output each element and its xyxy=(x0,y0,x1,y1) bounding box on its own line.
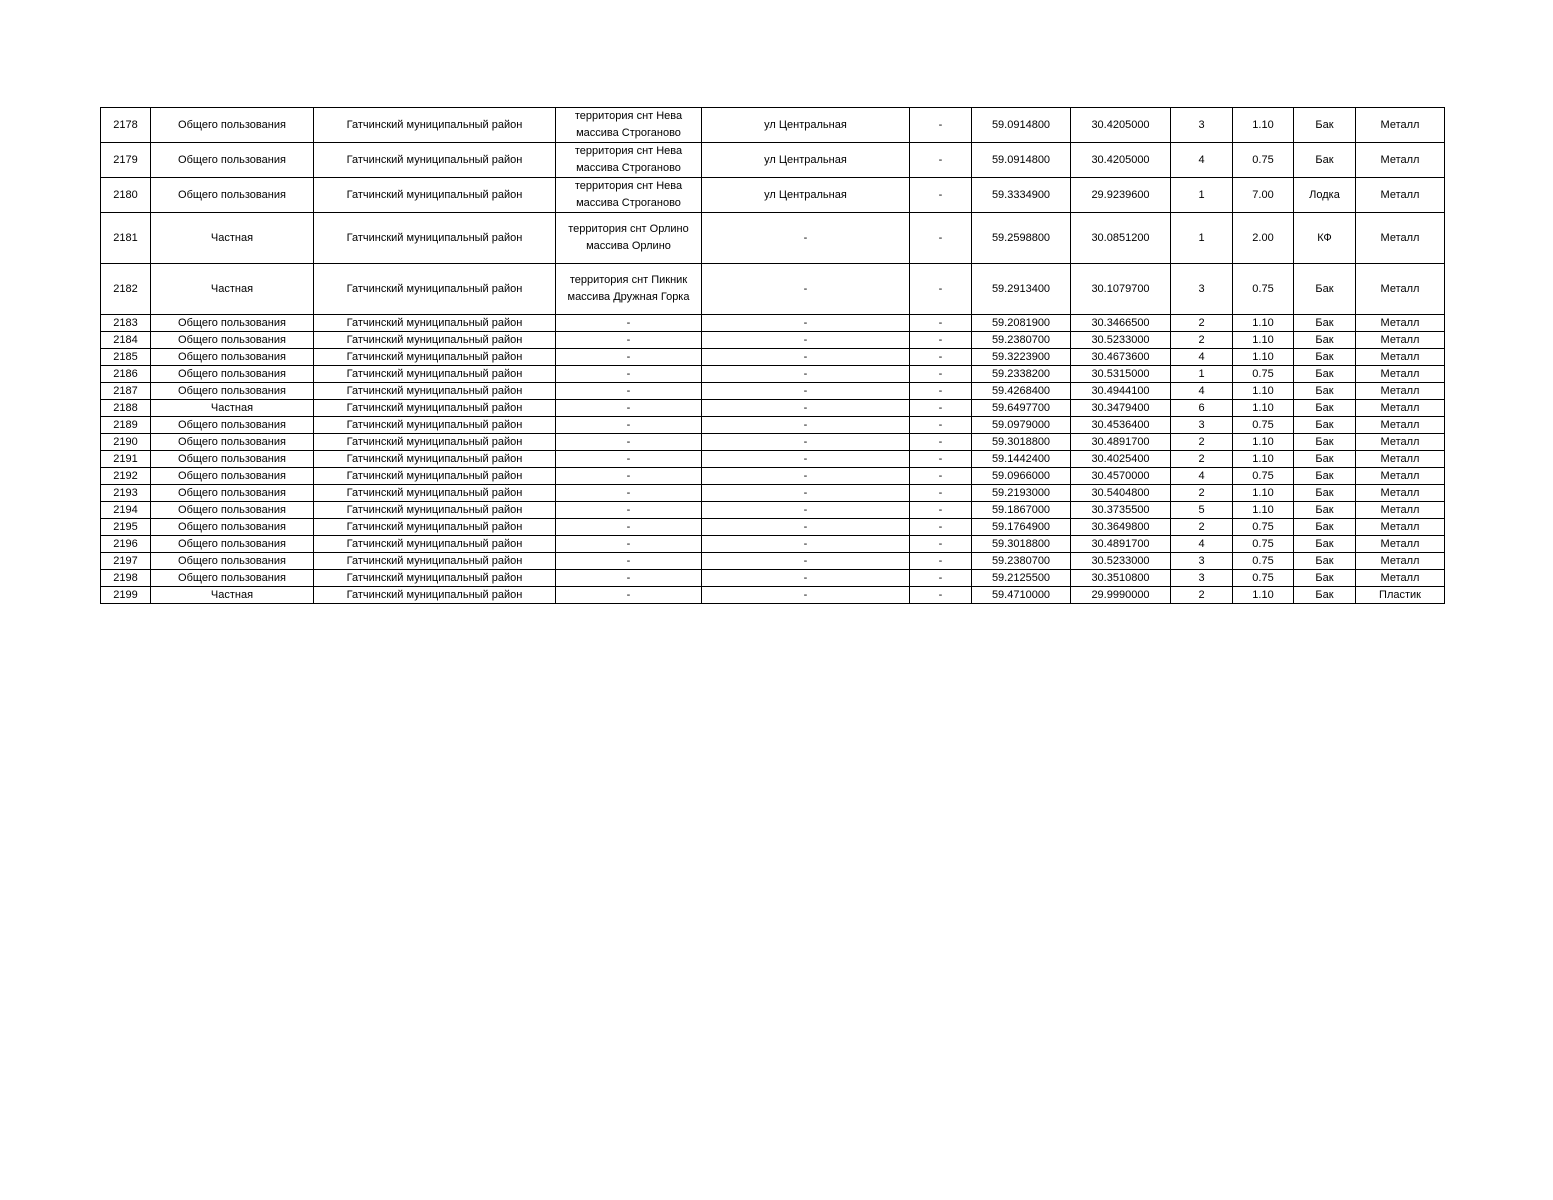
cell-street: ул Центральная xyxy=(702,178,910,213)
cell-lon: 30.4205000 xyxy=(1071,108,1171,143)
cell-id: 2183 xyxy=(101,315,151,332)
cell-lat: 59.2338200 xyxy=(972,366,1071,383)
cell-count: 1 xyxy=(1171,178,1233,213)
cell-street: - xyxy=(702,485,910,502)
cell-house: - xyxy=(910,417,972,434)
cell-district: Гатчинский муниципальный район xyxy=(314,366,556,383)
cell-id: 2178 xyxy=(101,108,151,143)
cell-volume: 1.10 xyxy=(1233,400,1294,417)
cell-container: Бак xyxy=(1294,485,1356,502)
cell-volume: 0.75 xyxy=(1233,553,1294,570)
cell-container: Бак xyxy=(1294,315,1356,332)
cell-house: - xyxy=(910,264,972,315)
cell-territory: - xyxy=(556,383,702,400)
cell-id: 2193 xyxy=(101,485,151,502)
cell-material: Металл xyxy=(1356,400,1445,417)
cell-material: Металл xyxy=(1356,332,1445,349)
cell-lat: 59.2598800 xyxy=(972,213,1071,264)
cell-district: Гатчинский муниципальный район xyxy=(314,108,556,143)
cell-lat: 59.4710000 xyxy=(972,587,1071,604)
table-row xyxy=(101,536,1445,553)
cell-district: Гатчинский муниципальный район xyxy=(314,417,556,434)
cell-id: 2190 xyxy=(101,434,151,451)
cell-territory: - xyxy=(556,400,702,417)
cell-territory: - xyxy=(556,417,702,434)
cell-district: Гатчинский муниципальный район xyxy=(314,178,556,213)
cell-container: Бак xyxy=(1294,502,1356,519)
cell-house: - xyxy=(910,178,972,213)
table-row xyxy=(101,178,1445,213)
cell-territory: - xyxy=(556,468,702,485)
cell-volume: 1.10 xyxy=(1233,485,1294,502)
cell-lat: 59.2913400 xyxy=(972,264,1071,315)
cell-volume: 2.00 xyxy=(1233,213,1294,264)
cell-district: Гатчинский муниципальный район xyxy=(314,213,556,264)
cell-material: Металл xyxy=(1356,264,1445,315)
cell-volume: 1.10 xyxy=(1233,108,1294,143)
cell-district: Гатчинский муниципальный район xyxy=(314,332,556,349)
cell-lat: 59.3223900 xyxy=(972,349,1071,366)
cell-district: Гатчинский муниципальный район xyxy=(314,485,556,502)
cell-type: Общего пользования xyxy=(151,349,314,366)
cell-container: Бак xyxy=(1294,536,1356,553)
cell-container: КФ xyxy=(1294,213,1356,264)
table-body xyxy=(101,108,1445,604)
cell-type: Общего пользования xyxy=(151,383,314,400)
cell-container: Бак xyxy=(1294,108,1356,143)
cell-material: Металл xyxy=(1356,553,1445,570)
cell-id: 2198 xyxy=(101,570,151,587)
cell-district: Гатчинский муниципальный район xyxy=(314,143,556,178)
cell-id: 2181 xyxy=(101,213,151,264)
cell-street: - xyxy=(702,434,910,451)
cell-container: Бак xyxy=(1294,451,1356,468)
cell-lon: 30.1079700 xyxy=(1071,264,1171,315)
cell-street: ул Центральная xyxy=(702,108,910,143)
cell-lon: 29.9990000 xyxy=(1071,587,1171,604)
cell-count: 2 xyxy=(1171,332,1233,349)
cell-id: 2196 xyxy=(101,536,151,553)
cell-id: 2187 xyxy=(101,383,151,400)
table-row xyxy=(101,315,1445,332)
cell-lat: 59.2081900 xyxy=(972,315,1071,332)
cell-house: - xyxy=(910,349,972,366)
cell-material: Металл xyxy=(1356,366,1445,383)
cell-container: Бак xyxy=(1294,553,1356,570)
cell-lat: 59.6497700 xyxy=(972,400,1071,417)
cell-id: 2184 xyxy=(101,332,151,349)
cell-house: - xyxy=(910,451,972,468)
cell-house: - xyxy=(910,485,972,502)
cell-id: 2189 xyxy=(101,417,151,434)
cell-container: Бак xyxy=(1294,143,1356,178)
cell-lat: 59.2193000 xyxy=(972,485,1071,502)
cell-count: 4 xyxy=(1171,536,1233,553)
cell-district: Гатчинский муниципальный район xyxy=(314,570,556,587)
cell-volume: 0.75 xyxy=(1233,417,1294,434)
cell-lon: 30.5233000 xyxy=(1071,332,1171,349)
cell-lon: 30.3510800 xyxy=(1071,570,1171,587)
cell-id: 2179 xyxy=(101,143,151,178)
cell-territory: - xyxy=(556,519,702,536)
cell-street: - xyxy=(702,502,910,519)
table-row xyxy=(101,366,1445,383)
cell-id: 2182 xyxy=(101,264,151,315)
cell-street: - xyxy=(702,264,910,315)
cell-lon: 30.4944100 xyxy=(1071,383,1171,400)
cell-type: Частная xyxy=(151,213,314,264)
cell-lat: 59.3018800 xyxy=(972,536,1071,553)
cell-lon: 29.9239600 xyxy=(1071,178,1171,213)
cell-house: - xyxy=(910,519,972,536)
cell-territory: территория снт Пикник массива Дружная Горка xyxy=(556,264,702,315)
cell-material: Металл xyxy=(1356,451,1445,468)
cell-lat: 59.1764900 xyxy=(972,519,1071,536)
table-row xyxy=(101,400,1445,417)
cell-material: Металл xyxy=(1356,143,1445,178)
cell-container: Лодка xyxy=(1294,178,1356,213)
cell-house: - xyxy=(910,383,972,400)
table-row xyxy=(101,553,1445,570)
cell-volume: 0.75 xyxy=(1233,143,1294,178)
cell-house: - xyxy=(910,434,972,451)
cell-house: - xyxy=(910,143,972,178)
cell-material: Металл xyxy=(1356,108,1445,143)
cell-container: Бак xyxy=(1294,468,1356,485)
cell-territory: - xyxy=(556,434,702,451)
cell-container: Бак xyxy=(1294,366,1356,383)
cell-district: Гатчинский муниципальный район xyxy=(314,536,556,553)
table-row xyxy=(101,570,1445,587)
cell-container: Бак xyxy=(1294,519,1356,536)
cell-lon: 30.3649800 xyxy=(1071,519,1171,536)
table-row xyxy=(101,468,1445,485)
cell-container: Бак xyxy=(1294,570,1356,587)
cell-street: - xyxy=(702,315,910,332)
cell-district: Гатчинский муниципальный район xyxy=(314,553,556,570)
cell-lat: 59.3018800 xyxy=(972,434,1071,451)
cell-street: - xyxy=(702,468,910,485)
cell-lat: 59.1867000 xyxy=(972,502,1071,519)
cell-id: 2197 xyxy=(101,553,151,570)
cell-id: 2191 xyxy=(101,451,151,468)
cell-house: - xyxy=(910,468,972,485)
cell-territory: территория снт Нева массива Строганово xyxy=(556,143,702,178)
cell-type: Общего пользования xyxy=(151,451,314,468)
cell-material: Пластик xyxy=(1356,587,1445,604)
cell-volume: 0.75 xyxy=(1233,519,1294,536)
cell-lon: 30.3735500 xyxy=(1071,502,1171,519)
cell-count: 3 xyxy=(1171,417,1233,434)
cell-container: Бак xyxy=(1294,417,1356,434)
cell-count: 4 xyxy=(1171,383,1233,400)
table-row xyxy=(101,519,1445,536)
cell-district: Гатчинский муниципальный район xyxy=(314,349,556,366)
table-row xyxy=(101,383,1445,400)
cell-count: 1 xyxy=(1171,366,1233,383)
cell-territory: территория снт Нева массива Строганово xyxy=(556,178,702,213)
cell-count: 2 xyxy=(1171,485,1233,502)
cell-count: 2 xyxy=(1171,315,1233,332)
cell-lon: 30.4891700 xyxy=(1071,434,1171,451)
cell-type: Общего пользования xyxy=(151,536,314,553)
cell-district: Гатчинский муниципальный район xyxy=(314,383,556,400)
cell-material: Металл xyxy=(1356,536,1445,553)
cell-volume: 0.75 xyxy=(1233,570,1294,587)
cell-type: Общего пользования xyxy=(151,108,314,143)
cell-house: - xyxy=(910,553,972,570)
cell-district: Гатчинский муниципальный район xyxy=(314,451,556,468)
cell-volume: 1.10 xyxy=(1233,332,1294,349)
cell-territory: - xyxy=(556,570,702,587)
cell-lon: 30.4205000 xyxy=(1071,143,1171,178)
cell-material: Металл xyxy=(1356,570,1445,587)
cell-count: 2 xyxy=(1171,519,1233,536)
cell-container: Бак xyxy=(1294,349,1356,366)
cell-count: 4 xyxy=(1171,143,1233,178)
cell-district: Гатчинский муниципальный район xyxy=(314,502,556,519)
table-row xyxy=(101,108,1445,143)
cell-district: Гатчинский муниципальный район xyxy=(314,468,556,485)
cell-lat: 59.2380700 xyxy=(972,332,1071,349)
cell-street: - xyxy=(702,587,910,604)
cell-volume: 0.75 xyxy=(1233,536,1294,553)
cell-house: - xyxy=(910,502,972,519)
cell-territory: - xyxy=(556,451,702,468)
cell-volume: 7.00 xyxy=(1233,178,1294,213)
table-row xyxy=(101,213,1445,264)
cell-street: - xyxy=(702,383,910,400)
cell-lat: 59.0979000 xyxy=(972,417,1071,434)
cell-territory: - xyxy=(556,502,702,519)
cell-type: Общего пользования xyxy=(151,366,314,383)
cell-lon: 30.5404800 xyxy=(1071,485,1171,502)
cell-lat: 59.0914800 xyxy=(972,143,1071,178)
cell-street: - xyxy=(702,332,910,349)
cell-material: Металл xyxy=(1356,417,1445,434)
cell-count: 3 xyxy=(1171,553,1233,570)
cell-territory: - xyxy=(556,485,702,502)
cell-house: - xyxy=(910,315,972,332)
cell-count: 2 xyxy=(1171,587,1233,604)
cell-count: 3 xyxy=(1171,264,1233,315)
cell-container: Бак xyxy=(1294,383,1356,400)
cell-house: - xyxy=(910,366,972,383)
cell-volume: 1.10 xyxy=(1233,383,1294,400)
cell-volume: 1.10 xyxy=(1233,451,1294,468)
cell-material: Металл xyxy=(1356,349,1445,366)
cell-count: 1 xyxy=(1171,213,1233,264)
cell-street: - xyxy=(702,213,910,264)
cell-street: - xyxy=(702,400,910,417)
cell-count: 5 xyxy=(1171,502,1233,519)
cell-lon: 30.5233000 xyxy=(1071,553,1171,570)
cell-volume: 1.10 xyxy=(1233,349,1294,366)
cell-container: Бак xyxy=(1294,332,1356,349)
cell-lon: 30.3479400 xyxy=(1071,400,1171,417)
cell-district: Гатчинский муниципальный район xyxy=(314,519,556,536)
cell-container: Бак xyxy=(1294,400,1356,417)
cell-type: Общего пользования xyxy=(151,332,314,349)
cell-street: - xyxy=(702,417,910,434)
cell-type: Общего пользования xyxy=(151,468,314,485)
cell-material: Металл xyxy=(1356,213,1445,264)
cell-type: Общего пользования xyxy=(151,143,314,178)
cell-lon: 30.4025400 xyxy=(1071,451,1171,468)
cell-street: - xyxy=(702,349,910,366)
cell-territory: территория снт Орлино массива Орлино xyxy=(556,213,702,264)
table-row xyxy=(101,143,1445,178)
cell-volume: 1.10 xyxy=(1233,315,1294,332)
cell-house: - xyxy=(910,536,972,553)
cell-territory: - xyxy=(556,587,702,604)
cell-territory: - xyxy=(556,366,702,383)
cell-lon: 30.3466500 xyxy=(1071,315,1171,332)
cell-lon: 30.4673600 xyxy=(1071,349,1171,366)
cell-container: Бак xyxy=(1294,264,1356,315)
cell-lat: 59.2380700 xyxy=(972,553,1071,570)
cell-district: Гатчинский муниципальный район xyxy=(314,587,556,604)
cell-count: 4 xyxy=(1171,349,1233,366)
cell-id: 2192 xyxy=(101,468,151,485)
cell-count: 3 xyxy=(1171,108,1233,143)
cell-type: Общего пользования xyxy=(151,502,314,519)
cell-lat: 59.4268400 xyxy=(972,383,1071,400)
table-row xyxy=(101,332,1445,349)
cell-lat: 59.0966000 xyxy=(972,468,1071,485)
cell-lon: 30.4536400 xyxy=(1071,417,1171,434)
cell-lat: 59.3334900 xyxy=(972,178,1071,213)
cell-street: ул Центральная xyxy=(702,143,910,178)
cell-id: 2188 xyxy=(101,400,151,417)
cell-lon: 30.5315000 xyxy=(1071,366,1171,383)
cell-territory: территория снт Нева массива Строганово xyxy=(556,108,702,143)
table-row xyxy=(101,349,1445,366)
cell-type: Общего пользования xyxy=(151,178,314,213)
cell-house: - xyxy=(910,587,972,604)
cell-house: - xyxy=(910,213,972,264)
cell-type: Общего пользования xyxy=(151,570,314,587)
cell-type: Частная xyxy=(151,587,314,604)
cell-lon: 30.4891700 xyxy=(1071,536,1171,553)
cell-material: Металл xyxy=(1356,434,1445,451)
cell-count: 3 xyxy=(1171,570,1233,587)
table-row xyxy=(101,485,1445,502)
cell-district: Гатчинский муниципальный район xyxy=(314,315,556,332)
table-row xyxy=(101,502,1445,519)
cell-volume: 0.75 xyxy=(1233,468,1294,485)
cell-street: - xyxy=(702,519,910,536)
cell-house: - xyxy=(910,570,972,587)
cell-territory: - xyxy=(556,332,702,349)
cell-lon: 30.4570000 xyxy=(1071,468,1171,485)
cell-street: - xyxy=(702,451,910,468)
cell-territory: - xyxy=(556,315,702,332)
cell-lon: 30.0851200 xyxy=(1071,213,1171,264)
cell-volume: 1.10 xyxy=(1233,587,1294,604)
cell-district: Гатчинский муниципальный район xyxy=(314,434,556,451)
cell-volume: 1.10 xyxy=(1233,502,1294,519)
cell-lat: 59.1442400 xyxy=(972,451,1071,468)
cell-count: 4 xyxy=(1171,468,1233,485)
cell-count: 2 xyxy=(1171,434,1233,451)
cell-type: Общего пользования xyxy=(151,315,314,332)
cell-street: - xyxy=(702,366,910,383)
cell-count: 2 xyxy=(1171,451,1233,468)
cell-house: - xyxy=(910,108,972,143)
cell-territory: - xyxy=(556,349,702,366)
cell-container: Бак xyxy=(1294,434,1356,451)
cell-volume: 0.75 xyxy=(1233,366,1294,383)
cell-type: Общего пользования xyxy=(151,553,314,570)
cell-material: Металл xyxy=(1356,178,1445,213)
cell-type: Общего пользования xyxy=(151,434,314,451)
cell-volume: 0.75 xyxy=(1233,264,1294,315)
cell-material: Металл xyxy=(1356,315,1445,332)
cell-material: Металл xyxy=(1356,502,1445,519)
cell-id: 2195 xyxy=(101,519,151,536)
cell-material: Металл xyxy=(1356,468,1445,485)
table-row xyxy=(101,264,1445,315)
cell-district: Гатчинский муниципальный район xyxy=(314,264,556,315)
cell-district: Гатчинский муниципальный район xyxy=(314,400,556,417)
table-row xyxy=(101,434,1445,451)
cell-id: 2194 xyxy=(101,502,151,519)
container-sites-table xyxy=(100,107,1445,604)
cell-type: Общего пользования xyxy=(151,417,314,434)
cell-type: Частная xyxy=(151,264,314,315)
cell-type: Общего пользования xyxy=(151,519,314,536)
cell-territory: - xyxy=(556,536,702,553)
cell-count: 6 xyxy=(1171,400,1233,417)
cell-street: - xyxy=(702,570,910,587)
cell-house: - xyxy=(910,400,972,417)
table-row xyxy=(101,587,1445,604)
cell-container: Бак xyxy=(1294,587,1356,604)
data-sheet xyxy=(100,107,1444,604)
cell-territory: - xyxy=(556,553,702,570)
cell-type: Частная xyxy=(151,400,314,417)
cell-id: 2180 xyxy=(101,178,151,213)
table-row xyxy=(101,417,1445,434)
cell-type: Общего пользования xyxy=(151,485,314,502)
cell-material: Металл xyxy=(1356,519,1445,536)
cell-material: Металл xyxy=(1356,383,1445,400)
cell-id: 2199 xyxy=(101,587,151,604)
cell-id: 2186 xyxy=(101,366,151,383)
table-row xyxy=(101,451,1445,468)
cell-id: 2185 xyxy=(101,349,151,366)
cell-volume: 1.10 xyxy=(1233,434,1294,451)
cell-material: Металл xyxy=(1356,485,1445,502)
cell-street: - xyxy=(702,553,910,570)
cell-street: - xyxy=(702,536,910,553)
cell-lat: 59.0914800 xyxy=(972,108,1071,143)
cell-house: - xyxy=(910,332,972,349)
cell-lat: 59.2125500 xyxy=(972,570,1071,587)
